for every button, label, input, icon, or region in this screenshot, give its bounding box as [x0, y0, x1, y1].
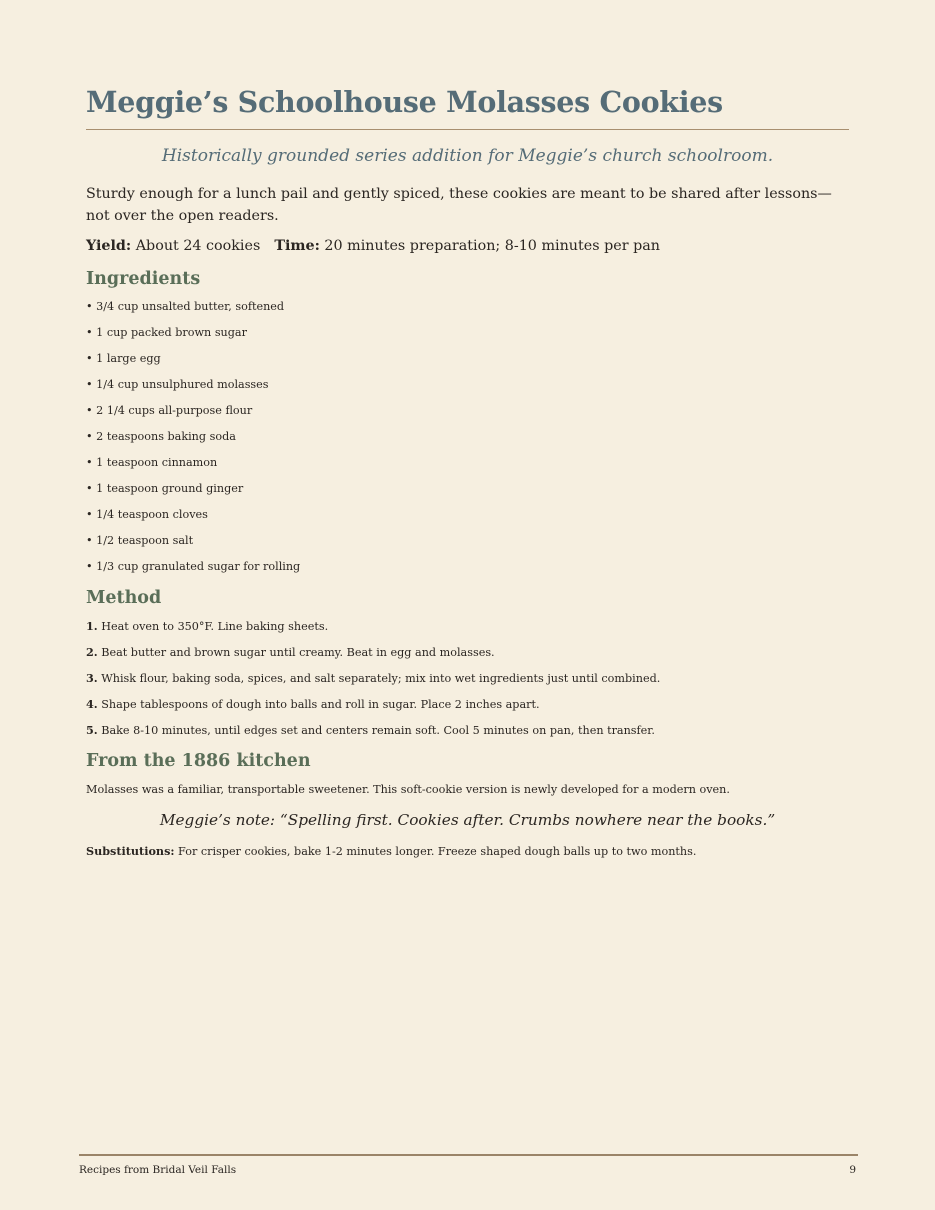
step-text: Heat oven to 350°F. Line baking sheets.	[97, 620, 329, 633]
method-step	[86, 613, 849, 639]
footer-divider	[79, 1154, 858, 1156]
ingredient-item: • 1 cup packed brown sugar	[86, 326, 247, 339]
time-value: 20 minutes preparation; 8-10 minutes per pan	[319, 238, 660, 254]
step-text: Bake 8-10 minutes, until edges set and centers remain soft. Cool 5 minutes on pan, then transfer.	[97, 724, 655, 737]
step-number: 2.	[86, 645, 98, 659]
yield-value: About 24 cookies	[131, 238, 261, 254]
step-number: 3.	[86, 671, 98, 685]
page-number: 9	[849, 1164, 856, 1176]
time-label: Time:	[274, 238, 320, 254]
ingredient-item: • 1 teaspoon cinnamon	[86, 456, 218, 469]
method-heading: Method	[86, 588, 162, 608]
history-heading: From the 1886 kitchen	[86, 751, 311, 771]
step-text: Shape tablespoons of dough into balls and roll in sugar. Place 2 inches apart.	[97, 698, 540, 711]
ingredient-item: • 2 teaspoons baking soda	[86, 430, 236, 443]
ingredient-item: • 1/4 teaspoon cloves	[86, 508, 208, 521]
step-number: 4.	[86, 697, 98, 711]
ingredients-heading: Ingredients	[86, 269, 201, 289]
ingredient-item: • 1/2 teaspoon salt	[86, 534, 194, 547]
method-step	[86, 691, 849, 717]
substitutions-note	[86, 842, 849, 861]
step-text: Whisk flour, baking soda, spices, and salt separately; mix into wet ingredients just until combined.	[97, 672, 661, 685]
method-steps	[86, 613, 849, 743]
page-subtitle: Historically grounded series addition for Meggie’s church schoolroom.	[161, 146, 774, 166]
method-step	[86, 639, 849, 665]
ingredient-item: • 1 large egg	[86, 352, 161, 365]
method-step	[86, 717, 849, 743]
recipe-meta	[86, 235, 849, 257]
title-divider	[86, 129, 849, 130]
yield-label: Yield:	[86, 238, 132, 254]
page-title: Meggie’s Schoolhouse Molasses Cookies	[86, 85, 723, 119]
ingredient-item: • 3/4 cup unsalted butter, softened	[86, 300, 285, 313]
ingredient-item: • 1 teaspoon ground ginger	[86, 482, 244, 495]
step-number: 1.	[86, 619, 98, 633]
recipe-page	[86, 80, 849, 861]
meggie-quote: Meggie’s note: “Spelling first. Cookies after. Crumbs nowhere near the books.”	[159, 811, 776, 829]
ingredient-item: • 1/3 cup granulated sugar for rolling	[86, 560, 301, 573]
step-text: Beat butter and brown sugar until creamy. Beat in egg and molasses.	[97, 646, 495, 659]
history-paragraph: Molasses was a familiar, transportable sweetener. This soft-cookie version is newly developed for a modern oven.	[86, 783, 730, 796]
footer-book-title: Recipes from Bridal Veil Falls	[79, 1164, 237, 1176]
step-number: 5.	[86, 723, 98, 737]
intro-paragraph: Sturdy enough for a lunch pail and gently spiced, these cookies are meant to be shared after lessons—not over the open readers.	[86, 186, 832, 224]
substitutions-label: Substitutions:	[86, 844, 175, 858]
substitutions-text: For crisper cookies, bake 1-2 minutes longer. Freeze shaped dough balls up to two months.	[174, 845, 697, 858]
method-step	[86, 665, 849, 691]
ingredient-item: • 1/4 cup unsulphured molasses	[86, 378, 269, 391]
ingredient-item: • 2 1/4 cups all-purpose flour	[86, 404, 253, 417]
ingredients-list	[86, 294, 849, 580]
